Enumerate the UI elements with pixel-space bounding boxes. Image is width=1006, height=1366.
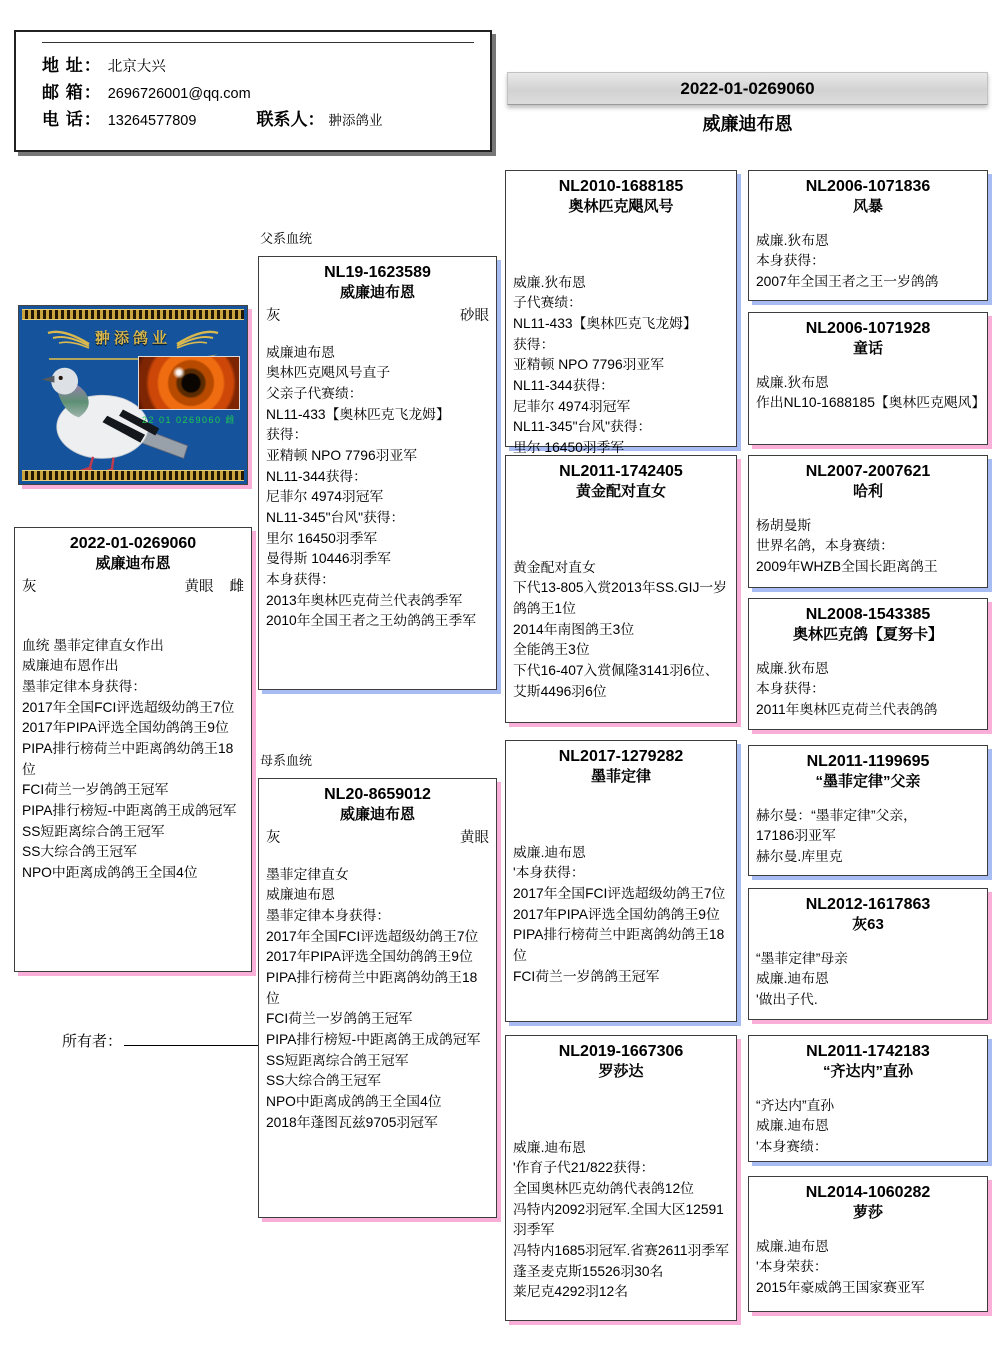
pigeon-details: 杨胡曼斯 世界名鸽，本身赛绩： 2009年WHZB全国长距离鸽王 xyxy=(756,517,938,574)
pigeon-name: 灰63 xyxy=(852,916,884,933)
ring-number: NL2007-2007621 xyxy=(805,463,931,480)
ring-number: NL2006-1071836 xyxy=(805,178,931,195)
pigeon-name: 童话 xyxy=(852,340,883,357)
phone-value: 13264577809 xyxy=(107,113,197,129)
eye-type: 黄眼 xyxy=(184,578,214,595)
phone-row xyxy=(42,105,474,130)
grandmother-paternal-box xyxy=(505,455,737,723)
photo-gold-border-top xyxy=(22,309,244,320)
grandfather-maternal-box xyxy=(505,740,737,1022)
ring-number: 2022-01-0269060 xyxy=(69,535,197,552)
ring-number: NL19-1623589 xyxy=(324,264,431,281)
ring-number: NL2011-1742183 xyxy=(806,1043,930,1060)
ring-number: NL2012-1617863 xyxy=(805,896,931,913)
pigeon-details: 威廉.狄布恩 本身获得： 2007年全国王者之王一岁鸽鸽 xyxy=(756,232,939,289)
pigeon-name: 威廉迪布恩 xyxy=(339,284,415,301)
pigeon-details: 威廉.迪布恩 '本身荣获： 2015年豪威鸽王国家赛亚军 xyxy=(756,1238,925,1295)
ring-number: NL2014-1060282 xyxy=(805,1184,931,1201)
grandfather-paternal-box xyxy=(505,170,737,455)
pigeon-name: “齐达内”直孙 xyxy=(822,1063,913,1080)
email-value: 2696726001@qq.com xyxy=(107,86,251,102)
pigeon-details: 威廉.狄布恩 子代赛绩： NL11-433【奥林匹克飞龙姆】 获得： 亚精顿 NPO 7796羽亚军 NL11-344获得： 尼菲尔 4974羽冠军 NL11-345"台风"获得： 里尔 16450羽季军 xyxy=(513,274,697,455)
color-eye-row xyxy=(266,304,489,325)
address-row xyxy=(42,51,474,76)
ring-number: NL2017-1279282 xyxy=(558,748,684,765)
ring-number: NL2008-1543385 xyxy=(805,606,931,623)
loft-name-text: 翀添鸽业 xyxy=(94,329,171,347)
pigeon-details: 赫尔曼：“墨菲定律”父亲， 17186羽亚军 赫尔曼.库里克 xyxy=(756,807,917,864)
pigeon-details: “墨菲定律”母亲 威廉.迪布恩 '做出子代. xyxy=(756,950,848,1007)
feather-color: 灰 xyxy=(266,829,281,846)
ring-number: NL2019-1667306 xyxy=(558,1043,684,1060)
pigeon-details: 黄金配对直女 下代13-805入赏2013年SS.GIJ一岁鸽鸽王1位 2014年南图鸽王3位 全能鸽王3位 下代16-407入赏佩隆3141羽6位、艾斯4496羽6位 xyxy=(513,559,727,699)
ring-number: NL2006-1071928 xyxy=(805,320,931,337)
great-grandparent-box-2 xyxy=(748,312,988,445)
great-grandparent-box-8 xyxy=(748,1176,988,1312)
great-grandparent-box-5 xyxy=(748,745,988,876)
ring-number: NL2011-1742405 xyxy=(559,463,683,480)
eye-and-sex xyxy=(185,575,245,596)
address-label: 地 址： xyxy=(42,56,102,75)
great-grandparent-box-4 xyxy=(748,598,988,730)
pigeon-name: 哈利 xyxy=(852,483,883,500)
email-label: 邮 箱： xyxy=(42,83,102,102)
owner-row xyxy=(62,1030,274,1051)
contact-info-box xyxy=(14,30,492,152)
eye-caption: 22 01 0269060 雌 xyxy=(141,415,237,425)
photo-gold-border-bottom xyxy=(22,470,244,481)
pigeon-name: 奥林匹克鸽【夏努卡】 xyxy=(792,626,943,643)
eye-type: 黄眼 xyxy=(460,829,489,846)
pigeon-name: 奥林匹克飓风号 xyxy=(568,198,674,215)
color-eye-row xyxy=(266,826,489,847)
pigeon-name: 罗莎达 xyxy=(598,1063,644,1080)
pigeon-name: 威廉迪布恩 xyxy=(95,555,171,572)
ring-number: NL2011-1199695 xyxy=(806,753,930,770)
divider xyxy=(42,42,474,43)
subject-pigeon-box xyxy=(14,527,252,972)
father-box xyxy=(258,256,497,690)
owner-blank-line xyxy=(124,1032,274,1046)
pigeon-details: “齐达内”直孙 威廉.迪布恩 '本身赛绩： xyxy=(756,1097,835,1154)
mother-box xyxy=(258,778,497,1218)
contact-person-label: 联系人： xyxy=(256,110,325,129)
ring-number-banner xyxy=(507,72,988,105)
address-value: 北京大兴 xyxy=(107,59,166,75)
feather-color: 灰 xyxy=(22,578,37,595)
pigeon-details: 墨菲定律直女 威廉迪布恩 墨菲定律本身获得： 2017年全国FCI评选超级幼鸽王7位 2017年PIPA评选全国幼鸽鸽王9位 PIPA排行榜荷兰中距离鸽幼鸽王18位 FCI荷兰一岁鸽鸽王冠军 PIPA排行榜短-中距离鸽王成鸽冠军 SS短距离综合鸽王冠军 SS大综合鸽王冠军 NPO中距离成鸽鸽王全国4位 2018年蓬图瓦兹9705羽冠军 xyxy=(266,866,481,1130)
pigeon-details: 威廉.狄布恩 本身获得： 2011年奥林匹克荷兰代表鸽鸽 xyxy=(756,660,938,717)
ring-number: NL2010-1688185 xyxy=(558,178,684,195)
pigeon-eye-image xyxy=(138,356,240,410)
wing-icon xyxy=(177,326,219,348)
pigeon-name-heading: 威廉迪布恩 xyxy=(702,114,793,134)
pigeon-name: 墨菲定律 xyxy=(590,768,651,785)
ring-number-text: 2022-01-0269060 xyxy=(680,78,815,98)
pigeon-name: 威廉迪布恩 xyxy=(339,806,415,823)
pigeon-details: 威廉.狄布恩 作出NL10-1688185【奥林匹克飓风】 xyxy=(756,374,986,411)
pigeon-details: 威廉迪布恩 奥林匹克飓风号直子 父亲子代赛绩： NL11-433【奥林匹克飞龙姆】 获得： 亚精顿 NPO 7796羽亚军 NL11-344获得： 尼菲尔 4974羽冠军 NL11-345"台风"获得： 里尔 16450羽季军 曼得斯 10446羽季军 本身获得： 2013年奥林匹克荷兰代表鸽季军 2010年全国王者之王幼鸽鸽王季军 xyxy=(266,344,477,629)
eye-photo-inset xyxy=(138,356,240,426)
pigeon-details: 威廉.迪布恩 '作育子代21/822获得： 全国奥林匹克幼鸽代表鸽12位 冯特内2092羽冠军.全国大区12591羽季军 冯特内1685羽冠军.省赛2611羽季军 蓬圣麦克斯15526羽30名 莱尼克4292羽12名 xyxy=(513,1139,729,1300)
pigeon-details: 血统 墨菲定律直女作出 威廉迪布恩作出 墨菲定律本身获得： 2017年全国FCI评选超级幼鸽王7位 2017年PIPA评选全国幼鸽鸽王9位 PIPA排行榜荷兰中距离鸽幼鸽王18位 FCI荷兰一岁鸽鸽王冠军 PIPA排行榜短-中距离鸽王成鸽冠军 SS短距离综合鸽王冠军 SS大综合鸽王冠军 NPO中距离成鸽鸽王全国4位 xyxy=(22,637,237,881)
great-grandparent-box-1 xyxy=(748,170,988,301)
great-grandparent-box-3 xyxy=(748,455,988,588)
grandmother-maternal-box xyxy=(505,1035,737,1321)
pigeon-name: “墨菲定律”父亲 xyxy=(815,773,921,790)
pigeon-name: 风暴 xyxy=(852,198,883,215)
pigeon-name: 黄金配对直女 xyxy=(575,483,666,500)
feather-color: 灰 xyxy=(266,307,281,324)
color-eye-sex-row xyxy=(22,575,244,596)
maternal-line-label: 母系血统 xyxy=(260,753,313,768)
phone-label: 电 话： xyxy=(42,110,102,129)
eye-type: 砂眼 xyxy=(460,307,489,324)
owner-label: 所有者： xyxy=(62,1033,123,1050)
sex: 雌 xyxy=(229,578,244,595)
great-grandparent-box-7 xyxy=(748,1035,988,1162)
pigeon-photo xyxy=(18,305,248,485)
ring-number: NL20-8659012 xyxy=(324,786,431,803)
pigeon-details: 威廉.迪布恩 '本身获得： 2017年全国FCI评选超级幼鸽王7位 2017年PIPA评选全国幼鸽鸽王9位 PIPA排行榜荷兰中距离鸽幼鸽王18位 FCI荷兰一岁鸽鸽王冠军 xyxy=(513,844,726,984)
email-row xyxy=(42,78,474,103)
pigeon-name: 萝莎 xyxy=(852,1204,883,1221)
great-grandparent-box-6 xyxy=(748,888,988,1020)
paternal-line-label: 父系血统 xyxy=(260,231,313,246)
contact-person-value: 翀添鸽业 xyxy=(328,113,383,128)
wing-icon xyxy=(47,326,89,348)
